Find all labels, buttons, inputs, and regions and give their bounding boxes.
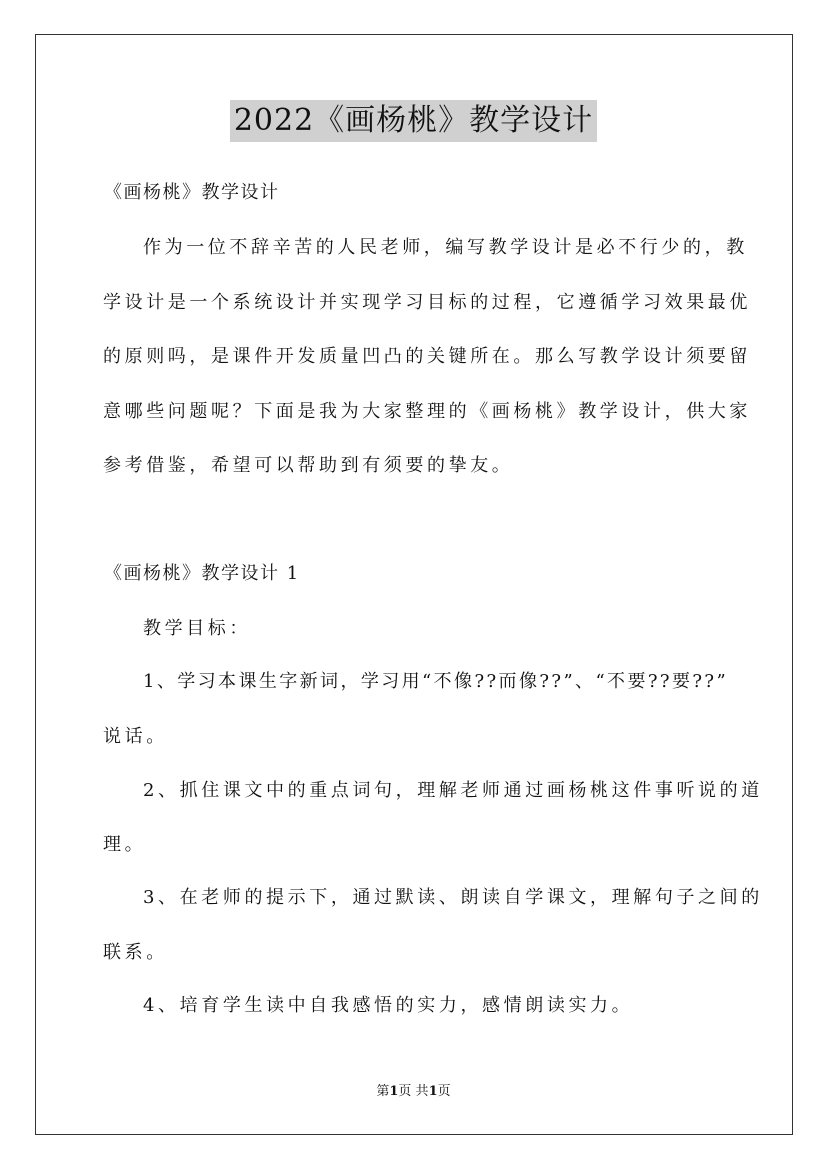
objective-line-3: 2、抓住课文中的重点词句，理解老师通过画杨桃这件事听说的道	[143, 780, 763, 801]
footer-total-pages: 1	[428, 1084, 438, 1099]
footer-suffix: 页	[437, 1084, 451, 1099]
objective-line-1: 1、学习本课生字新词，学习用“不像??而像??”、“不要??要??”	[143, 671, 729, 692]
intro-line-5: 参考借鉴，希望可以帮助到有须要的挚友。	[103, 455, 514, 476]
footer-prefix: 第	[376, 1084, 390, 1099]
objective-line-5: 3、在老师的提示下，通过默读、朗读自学课文，理解句子之间的	[143, 887, 763, 908]
objective-line-2: 说话。	[103, 726, 168, 747]
objective-line-4: 理。	[103, 834, 147, 855]
objectives-label: 教学目标：	[143, 618, 251, 639]
intro-line-3: 的原则吗，是课件开发质量凹凸的关键所在。那么写教学设计须要留	[103, 346, 751, 367]
intro-line-4: 意哪些问题呢？下面是我为大家整理的《画杨桃》教学设计，供大家	[103, 401, 751, 422]
document-title: 2022《画杨桃》教学设计	[230, 100, 597, 142]
intro-line-1: 作为一位不辞辛苦的人民老师，编写教学设计是必不行少的，教	[143, 237, 748, 258]
intro-line-2: 学设计是一个系统设计并实现学习目标的过程，它遵循学习效果最优	[103, 292, 751, 313]
title-wrapper	[0, 100, 827, 142]
objective-line-7: 4、培育学生读中自我感悟的实力，感情朗读实力。	[143, 995, 634, 1016]
page-footer	[0, 1083, 827, 1101]
intro-heading: 《画杨桃》教学设计	[104, 182, 280, 203]
footer-mid: 页 共	[398, 1084, 429, 1099]
footer-current-page: 1	[389, 1084, 399, 1099]
objective-line-6: 联系。	[103, 942, 168, 963]
section-heading: 《画杨桃》教学设计 1	[104, 563, 300, 584]
